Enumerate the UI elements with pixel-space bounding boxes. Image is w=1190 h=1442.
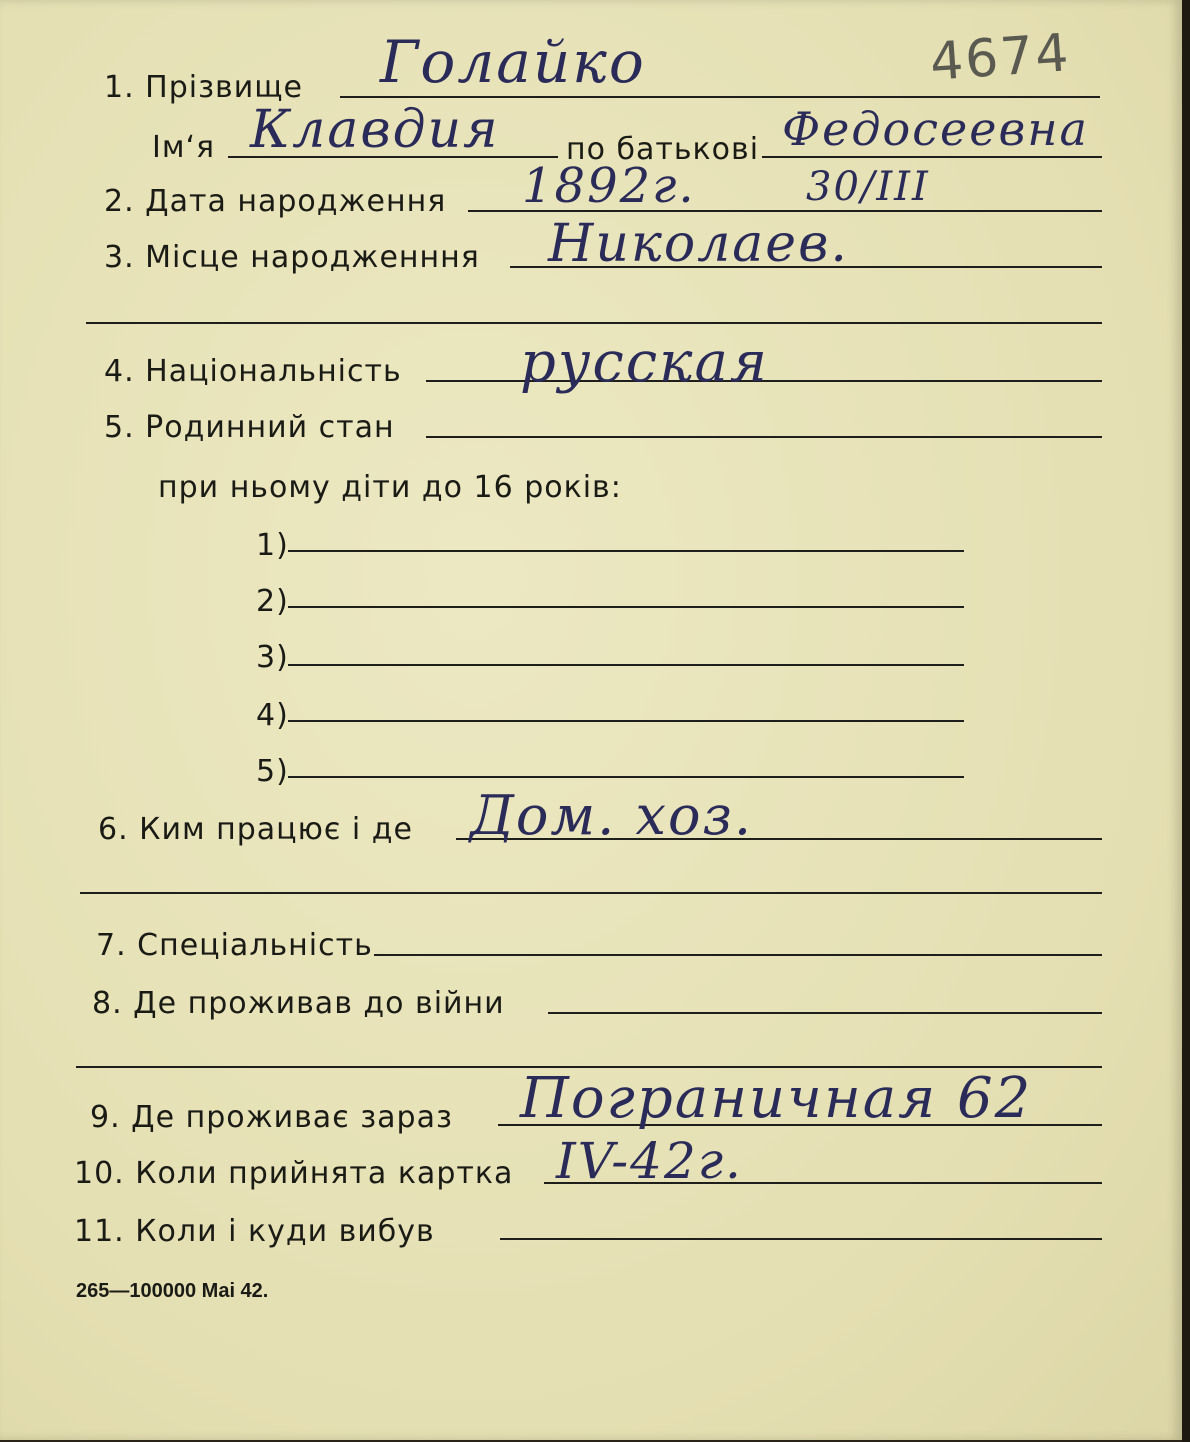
surname-line [340,96,1100,98]
prewar-residence-line [548,1012,1102,1014]
birth-year-value: 1892г. [522,158,696,214]
child-4-label: 4) [256,698,289,733]
marital-status-line [426,436,1102,438]
child-4-line [288,720,964,722]
separator-line-1 [86,322,1102,324]
card-accepted-value: IV-42г. [556,1132,743,1190]
occupation-label: 6. Ким працює і де [98,812,413,847]
child-5-label: 5) [256,754,289,789]
specialty-label: 7. Спеціальність [96,928,373,963]
birth-date-label: 2. Дата народження [104,184,447,219]
patronymic-value: Федосеевна [782,102,1089,156]
child-5-line [288,776,964,778]
card-accepted-label: 10. Коли прийнята картка [74,1156,514,1191]
child-3-line [288,664,964,666]
child-1-line [288,550,964,552]
specialty-line [374,954,1102,956]
birth-day-value: 30/III [806,164,930,210]
patronymic-line [762,156,1102,158]
background-edge [1182,0,1190,1442]
surname-label: 1. Прізвище [104,70,303,105]
first-name-value: Клавдия [250,100,500,160]
current-residence-value: Пограничная 62 [520,1066,1033,1131]
separator-line-2 [80,892,1102,894]
child-3-label: 3) [256,640,289,675]
birth-place-label: 3. Місце народженння [104,240,480,275]
print-code: 265—100000 Mai 42. [76,1280,269,1302]
patronymic-label: по батькові [566,132,760,167]
marital-status-label: 5. Родинний стан [104,410,395,445]
prewar-residence-label: 8. Де проживав до війни [92,986,505,1021]
nationality-label: 4. Національність [104,354,402,389]
departed-line [500,1238,1102,1240]
child-2-label: 2) [256,584,289,619]
birth-place-value: Николаев. [548,214,849,274]
departed-label: 11. Коли і куди вибув [74,1214,435,1249]
child-2-line [288,606,964,608]
children-label: при ньому діти до 16 років: [158,470,622,505]
child-1-label: 1) [256,528,289,563]
surname-value: Голайко [380,28,646,96]
current-residence-label: 9. Де проживає зараз [90,1100,453,1135]
occupation-value: Дом. хоз. [470,784,754,847]
card-number: 4674 [928,23,1073,93]
first-name-label: Ім‘я [152,130,216,165]
nationality-value: русская [520,330,769,395]
